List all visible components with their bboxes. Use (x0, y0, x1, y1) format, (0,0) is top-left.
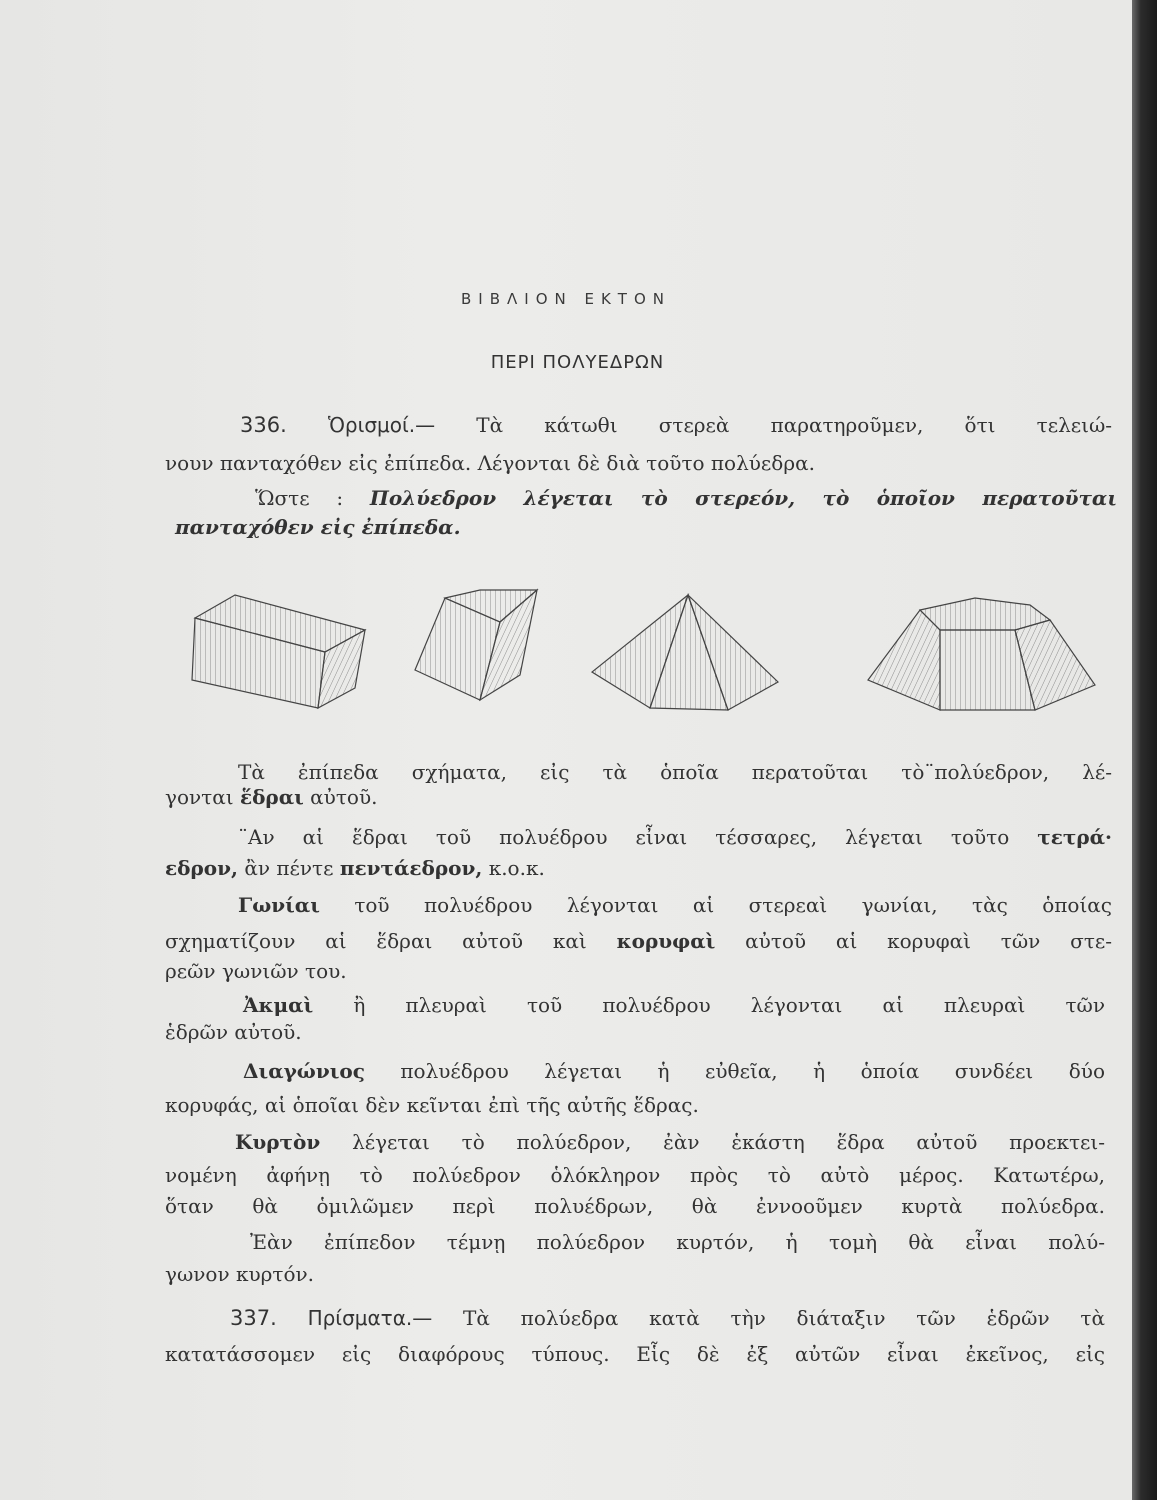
chapter-title: ΠΕΡΙ ΠΟΛΥΕΔΡΩΝ (490, 352, 665, 373)
text: πολυέδρου λέγεται ἡ εὐθεῖα, ἡ ὁποία συνδέει δύο (400, 1059, 1106, 1083)
angles-line-2 (165, 929, 1112, 953)
text: λέγεται τὸ πολύεδρον, ἐὰν ἑκάστη ἕδρα αὐτοῦ προεκτει- (352, 1130, 1105, 1154)
book-spine-edge (1132, 0, 1157, 1500)
text: γονται (165, 785, 234, 809)
text: ἂν πέντε (244, 856, 334, 880)
book-label: ΒΙΒΛΙΟΝ ΕΚΤΟΝ (461, 290, 671, 308)
text: ἢ πλευραὶ τοῦ πολυέδρου λέγονται αἱ πλευραὶ τῶν (353, 993, 1106, 1017)
diagonal-line-2: κορυφάς, αἱ ὁποῖαι δὲν κεῖνται ἐπὶ τῆς αὐτῆς ἕδρας. (165, 1093, 699, 1117)
diagonal-line-1 (243, 1059, 1105, 1083)
text: σχηματίζουν αἱ ἕδραι αὐτοῦ καὶ (165, 929, 587, 953)
convex-line-1 (235, 1130, 1105, 1154)
section-heading: Πρίσματα.— (307, 1306, 433, 1330)
section-336-line-1 (240, 413, 1112, 437)
term: Ἀκμαὶ (243, 993, 314, 1017)
plane-line-2: γωνον κυρτόν. (165, 1262, 315, 1286)
text: ¨Αν αἱ ἕδραι τοῦ πολυέδρου εἶναι τέσσαρες, λέγεται τοῦτο (238, 825, 1010, 849)
term: Διαγώνιος (243, 1059, 365, 1083)
text: αὐτοῦ. (310, 785, 378, 809)
edges-line-1 (243, 993, 1105, 1017)
prism-icon (192, 595, 365, 708)
plane-line-1: Ἐὰν ἐπίπεδον τέμνῃ πολύεδρον κυρτόν, ἡ τομὴ θὰ εἶναι πολύ- (250, 1230, 1105, 1254)
angles-line-1 (238, 893, 1112, 917)
term: τετρά· (1037, 825, 1113, 849)
oblique-prism-icon (415, 590, 537, 700)
term: Κυρτὸν (235, 1130, 321, 1154)
section-number: 337. (230, 1306, 277, 1330)
definition-line-1 (255, 486, 1117, 510)
polyhedra-figures (180, 570, 1120, 730)
text: τοῦ πολυέδρου λέγονται αἱ στερεαὶ γωνίαι, τὰς ὁποίας (354, 893, 1112, 917)
text: αὐτοῦ αἱ κορυφαὶ τῶν στε- (745, 929, 1113, 953)
section-heading: Ὁρισμοί.— (327, 413, 436, 437)
text: Τὰ κάτωθι στερεὰ παρατηροῦμεν, ὅτι τελειώ- (476, 413, 1113, 437)
angles-line-3: ρεῶν γωνιῶν του. (165, 959, 347, 983)
term: εδρον, (165, 856, 238, 880)
edges-line-2: ἑδρῶν αὐτοῦ. (165, 1020, 302, 1044)
definition-bold: Πολύεδρον λέγεται τὸ στερεόν, τὸ ὁποῖον περατοῦται (369, 486, 1118, 510)
pyramid-icon (592, 595, 778, 710)
term: πεντάεδρον, (339, 856, 483, 880)
tetra-line-1 (238, 825, 1112, 849)
convex-line-2: νομένη ἀφήνῃ τὸ πολύεδρον ὁλόκληρον πρὸς τὸ αὐτὸ μέρος. Κατωτέρω, (165, 1163, 1105, 1187)
term: Γωνίαι (238, 893, 320, 917)
convex-line-3: ὅταν θὰ ὁμιλῶμεν περὶ πολυέδρων, θὰ ἐννοοῦμεν κυρτὰ πολύεδρα. (165, 1194, 1105, 1218)
term: κορυφαὶ (616, 929, 716, 953)
frustum-icon (868, 598, 1095, 710)
term: ἕδραι (239, 785, 304, 809)
section-337-line-2: κατατάσσομεν εἰς διαφόρους τύπους. Εἷς δὲ ἐξ αὐτῶν εἶναι ἐκεῖνος, εἰς (165, 1342, 1105, 1366)
text: Τὰ πολύεδρα κατὰ τὴν διάταξιν τῶν ἑδρῶν τὰ (463, 1306, 1105, 1330)
section-336-line-2: νουν πανταχόθεν εἰς ἐπίπεδα. Λέγονται δὲ διὰ τοῦτο πολύεδρα. (165, 451, 815, 475)
faces-line-2 (165, 785, 1105, 809)
definition-line-2: πανταχόθεν εἰς ἐπίπεδα. (175, 515, 461, 539)
text: κ.ο.κ. (488, 856, 545, 880)
section-number: 336. (240, 413, 287, 437)
definition-prefix: Ὥστε : (255, 486, 344, 510)
faces-line-1: Τὰ ἐπίπεδα σχήματα, εἰς τὰ ὁποῖα περατοῦται τὸ¨πολύεδρον, λέ- (238, 760, 1112, 784)
tetra-line-2 (165, 856, 1105, 880)
section-337-line-1 (230, 1306, 1105, 1330)
